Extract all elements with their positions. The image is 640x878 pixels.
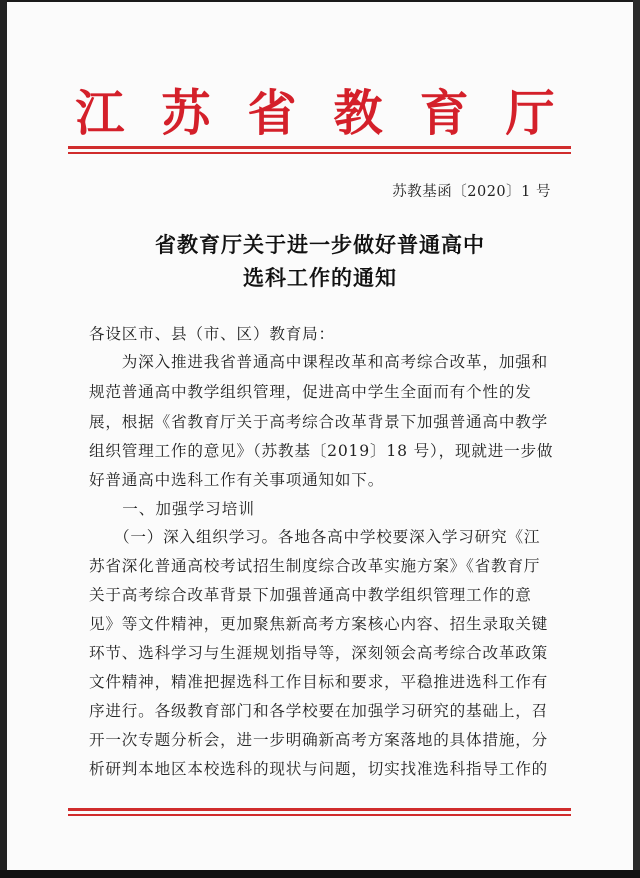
body-line: 开一次专题分析会，进一步明确新高考方案落地的具体措施，分 [89,731,549,749]
body-line: 文件精神，精准把握选科工作目标和要求，平稳推进选科工作有 [89,673,549,691]
body-line: （一）深入组织学习。各地各高中学校要深入学习研究《江 [89,528,541,546]
body-line: 苏省深化普通高校考试招生制度综合改革实施方案》《省教育厅 [89,557,541,575]
scan-shadow-bottom [0,870,640,878]
document-title-line-2: 选科工作的通知 [243,265,397,290]
body-line: 环节、选科学习与生涯规划指导等，深刻领会高考综合改革政策 [89,644,549,662]
body-line: 组织管理工作的意见》（苏教基〔2019〕18 号），现就进一步做 [89,442,554,460]
letterhead-rule-thin [68,152,571,154]
footer-rule-thick [68,808,571,811]
body-line: 见》等文件精神，更加聚焦新高考方案核心内容、招生录取关键 [89,615,549,633]
body-line: 关于高考综合改革背景下加强普通高中教学组织管理工作的意 [89,586,532,604]
body-line: 序进行。各级教育部门和各学校要在加强学习研究的基础上，召 [89,702,549,720]
footer-rule-thin [68,814,571,816]
letterhead-title: 江 苏 省 教 育 厅 [75,84,565,142]
document-title-line-1: 省教育厅关于进一步做好普通高中 [155,232,485,257]
body-line: 好普通高中选科工作有关事项通知如下。 [89,471,385,489]
section-heading: 一、加强学习培训 [89,500,255,518]
body-line: 展，根据《省教育厅关于高考综合改革背景下加强普通高中教学 [89,413,549,431]
addressee-line: 各设区市、县（市、区）教育局： [89,325,335,343]
document-number: 苏教基函〔2020〕1 号 [392,184,551,200]
body-line: 规范普通高中教学组织管理，促进高中学生全面而有个性的发 [89,383,532,401]
body-line: 析研判本地区本校选科的现状与问题，切实找准选科指导工作的 [89,760,549,778]
body-line: 为深入推进我省普通高中课程改革和高考综合改革，加强和 [89,353,549,371]
letterhead-rule-thick [68,146,571,149]
